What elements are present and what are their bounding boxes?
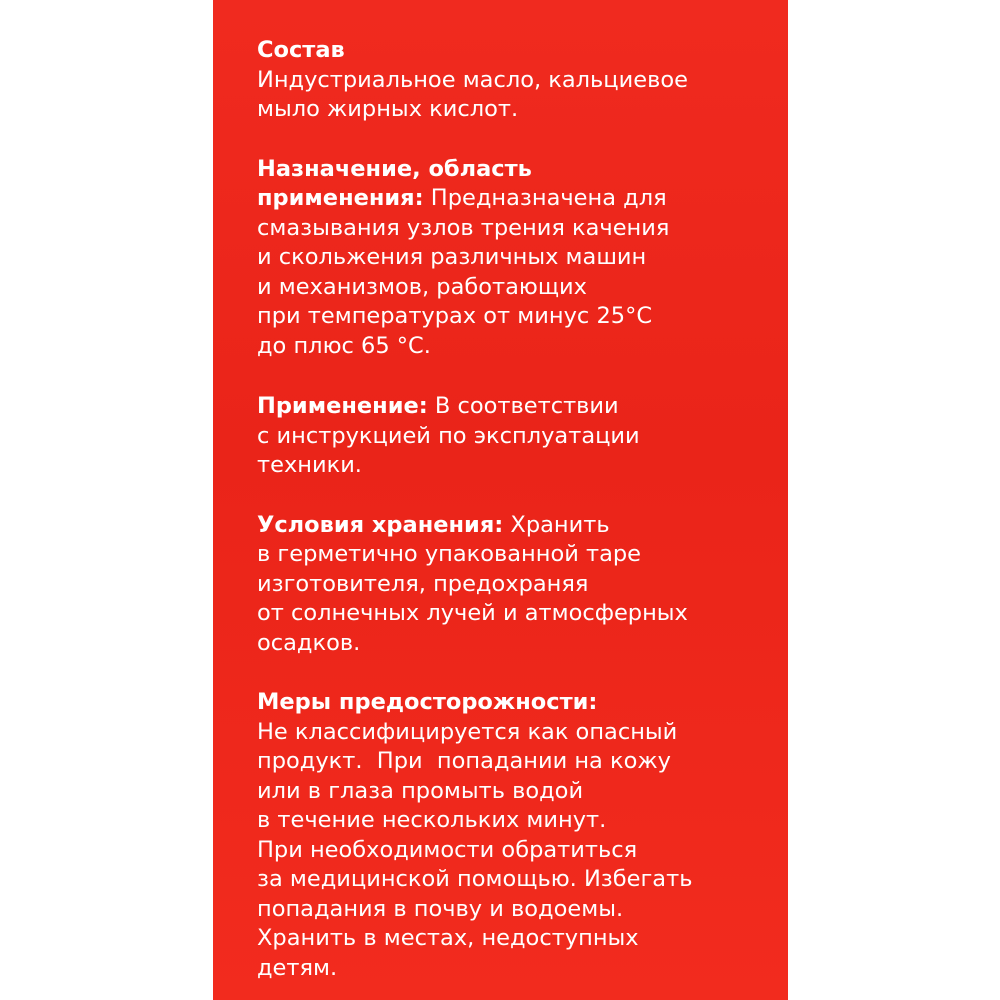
- purpose-line: при температурах от минус 25°C: [257, 303, 653, 329]
- purpose-heading-line2: применения:: [257, 185, 424, 211]
- precautions-line: за медицинской помощью. Избегать: [257, 866, 693, 892]
- storage-text-start: Хранить: [503, 511, 610, 538]
- storage-heading-row: [257, 511, 788, 541]
- purpose-line: смазывания узлов трения качения: [257, 214, 670, 241]
- purpose-section: [257, 155, 788, 362]
- usage-text-start: В соответствии: [427, 393, 619, 419]
- usage-line: техники.: [257, 452, 362, 478]
- composition-line: мыло жирных кислот.: [257, 96, 519, 122]
- purpose-line: и механизмов, работающих: [257, 273, 587, 300]
- usage-heading-row: [257, 392, 788, 422]
- precautions-line: Хранить в местах, недоступных: [257, 925, 639, 951]
- precautions-line: При необходимости обратиться: [257, 836, 638, 863]
- precautions-line: продукт. При попадании на кожу: [257, 748, 671, 774]
- usage-line: с инструкцией по эксплуатации: [257, 422, 640, 449]
- composition-heading: Состав: [257, 37, 345, 63]
- precautions-section: [257, 688, 788, 983]
- usage-section: [257, 392, 788, 481]
- precautions-line: попадания в почву и водоемы.: [257, 895, 624, 922]
- purpose-text-start: Предназначена для: [423, 185, 667, 211]
- purpose-line: и скольжения различных машин: [257, 244, 647, 270]
- precautions-line: или в глаза промыть водой: [257, 777, 584, 804]
- storage-heading: Условия хранения:: [257, 511, 504, 538]
- precautions-heading: Меры предосторожности:: [257, 689, 598, 715]
- composition-line: Индустриальное масло, кальциевое: [257, 66, 688, 93]
- usage-heading: Применение:: [257, 393, 428, 419]
- storage-section: [257, 511, 788, 659]
- purpose-line: до плюс 65 °C.: [257, 332, 431, 359]
- composition-section: [257, 36, 788, 125]
- precautions-line: Не классифицируется как опасный: [257, 718, 678, 745]
- purpose-heading-line1: Назначение, область: [257, 155, 532, 182]
- storage-line: осадков.: [257, 629, 361, 656]
- storage-line: изготовителя, предохраняя: [257, 570, 589, 597]
- storage-line: от солнечных лучей и атмосферных: [257, 600, 688, 626]
- storage-line: в герметично упакованной таре: [257, 541, 642, 567]
- precautions-line: детям.: [257, 954, 338, 981]
- purpose-heading-row: [257, 184, 788, 214]
- product-label-panel: [213, 0, 788, 1000]
- precautions-line: в течение нескольких минут.: [257, 807, 607, 833]
